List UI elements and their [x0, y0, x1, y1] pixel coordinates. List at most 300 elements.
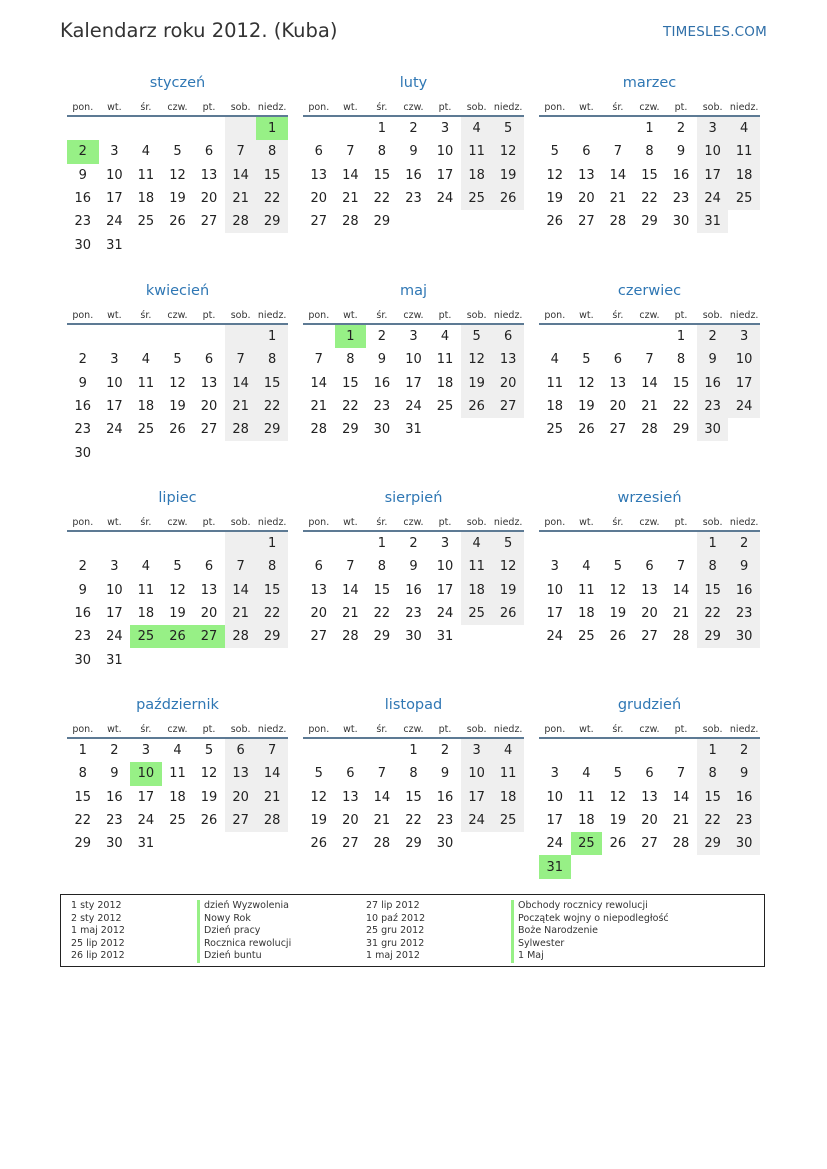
empty-day-cell [193, 648, 225, 671]
day-cell: 26 [200, 813, 218, 829]
day-cell: 2 [676, 121, 686, 137]
weekday-header: śr. [602, 716, 634, 738]
weekday-header: wt. [571, 302, 603, 324]
day-cell: 7 [676, 559, 686, 575]
day-cell: 15 [405, 789, 422, 805]
empty-day-cell [256, 233, 288, 256]
month-grid [303, 94, 524, 233]
day-cell: 5 [173, 559, 182, 575]
holiday-name: 1 Maj [511, 950, 669, 963]
weekday-header: czw. [398, 302, 430, 324]
day-cell: 15 [373, 167, 391, 183]
day-cell: 23 [373, 399, 391, 415]
day-cell: 22 [256, 602, 288, 625]
day-cell: 28 [342, 214, 359, 230]
empty-day-cell [303, 116, 335, 140]
month-grid [539, 94, 760, 233]
day-cell: 25 [546, 422, 564, 438]
empty-day-cell [335, 531, 367, 555]
empty-day-cell [256, 441, 288, 464]
day-cell: 2 [440, 743, 450, 759]
day-cell: 12 [169, 167, 186, 183]
day-cell: 1 [256, 531, 288, 555]
empty-day-cell [335, 116, 367, 140]
day-cell: 19 [578, 399, 595, 415]
weekday-header: pon. [303, 302, 335, 324]
day-cell: 6 [204, 559, 214, 575]
day-cell: 16 [697, 372, 729, 395]
day-cell: 1 [676, 329, 686, 345]
day-cell: 24 [461, 809, 493, 832]
day-cell: 19 [461, 372, 493, 395]
day-cell: 8 [697, 555, 729, 578]
month-grid [303, 509, 524, 648]
day-cell: 20 [641, 606, 658, 622]
day-cell: 1 [256, 324, 288, 348]
day-cell: 22 [373, 606, 391, 622]
day-cell: 1 [409, 743, 418, 759]
weekday-header: niedz. [492, 509, 524, 531]
weekday-header: sob. [461, 94, 493, 116]
day-cell: 22 [697, 809, 729, 832]
day-cell: 7 [613, 144, 623, 160]
day-cell: 16 [373, 375, 391, 391]
day-cell: 5 [204, 743, 214, 759]
day-cell: 15 [256, 579, 288, 602]
day-cell: 27 [641, 836, 658, 852]
weekday-header: śr. [130, 302, 162, 324]
day-cell: 23 [74, 422, 92, 438]
day-cell: 13 [310, 582, 328, 598]
day-cell: 4 [582, 559, 591, 575]
day-cell: 24 [106, 214, 123, 230]
day-cell: 5 [613, 766, 623, 782]
month-grid [67, 302, 288, 465]
weekday-header: sob. [697, 94, 729, 116]
day-cell: 25 [130, 625, 162, 648]
holiday-date: 10 paź 2012 [366, 912, 426, 924]
day-cell: 2 [728, 531, 760, 555]
month-grid [303, 302, 524, 441]
day-cell: 24 [546, 629, 564, 645]
day-cell: 17 [697, 164, 729, 187]
day-cell: 14 [225, 164, 257, 187]
day-cell: 31 [436, 629, 454, 645]
holiday-date: 2 sty 2012 [71, 912, 122, 924]
day-cell: 20 [200, 606, 218, 622]
empty-day-cell [335, 738, 367, 762]
day-cell: 4 [141, 144, 151, 160]
day-cell: 11 [728, 140, 760, 163]
day-cell: 20 [310, 606, 328, 622]
day-cell: 2 [409, 121, 418, 137]
empty-day-cell [634, 738, 666, 762]
day-cell: 15 [74, 789, 92, 805]
day-cell: 9 [728, 555, 760, 578]
weekday-header: sob. [697, 716, 729, 738]
empty-day-cell [162, 441, 194, 464]
day-cell: 3 [550, 766, 559, 782]
weekday-header: czw. [398, 509, 430, 531]
weekday-header: śr. [366, 302, 398, 324]
holiday-date: 25 gru 2012 [366, 925, 425, 936]
month-block [303, 487, 524, 648]
day-cell: 26 [492, 187, 524, 210]
day-cell: 10 [461, 762, 493, 785]
day-cell: 6 [346, 766, 355, 782]
day-cell: 11 [461, 555, 493, 578]
empty-day-cell [366, 738, 398, 762]
weekday-header: sob. [461, 716, 493, 738]
empty-day-cell [697, 855, 729, 878]
day-cell: 18 [578, 813, 595, 829]
empty-day-cell [225, 648, 257, 671]
month-grid [303, 716, 524, 855]
empty-day-cell [571, 738, 603, 762]
day-cell: 18 [492, 786, 524, 809]
site-brand-link[interactable]: TIMESLES.COM [663, 24, 767, 40]
month-block [67, 487, 288, 672]
month-block [303, 694, 524, 855]
day-cell: 9 [409, 559, 418, 575]
holiday-name: Obchody rocznicy rewolucji [511, 900, 669, 913]
weekday-header: śr. [366, 716, 398, 738]
day-cell: 18 [461, 579, 493, 602]
day-cell: 20 [200, 191, 218, 207]
day-cell: 9 [409, 144, 418, 160]
weekday-header: wt. [335, 302, 367, 324]
day-cell: 27 [225, 809, 257, 832]
day-cell: 29 [697, 832, 729, 855]
weekday-header: śr. [130, 716, 162, 738]
month-name: październik [136, 697, 219, 713]
day-cell: 8 [645, 144, 654, 160]
holidays-legend [60, 894, 765, 967]
empty-day-cell [398, 210, 430, 233]
day-cell: 31 [106, 237, 123, 253]
empty-day-cell [193, 441, 225, 464]
day-cell: 17 [137, 789, 155, 805]
day-cell: 31 [106, 652, 123, 668]
weekday-header: czw. [162, 94, 194, 116]
day-cell: 2 [728, 738, 760, 762]
day-cell: 10 [106, 167, 123, 183]
weekday-header: sob. [225, 509, 257, 531]
day-cell: 11 [578, 582, 595, 598]
weekday-header: czw. [162, 302, 194, 324]
empty-day-cell [665, 855, 697, 878]
empty-day-cell [539, 116, 571, 140]
empty-day-cell [303, 324, 335, 348]
day-cell: 13 [310, 167, 328, 183]
day-cell: 25 [137, 214, 155, 230]
empty-day-cell [67, 324, 99, 348]
empty-day-cell [634, 855, 666, 878]
day-cell: 9 [110, 766, 119, 782]
weekday-header: niedz. [256, 509, 288, 531]
empty-day-cell [539, 531, 571, 555]
day-cell: 25 [578, 629, 595, 645]
day-cell: 6 [582, 144, 591, 160]
empty-day-cell [256, 832, 288, 855]
day-cell: 18 [461, 164, 493, 187]
day-cell: 21 [672, 606, 690, 622]
day-cell: 8 [377, 559, 387, 575]
holiday-name: Boże Narodzenie [511, 925, 669, 938]
day-cell: 1 [697, 531, 729, 555]
empty-day-cell [602, 531, 634, 555]
weekday-header: pon. [539, 94, 571, 116]
day-cell: 28 [641, 422, 658, 438]
day-cell: 29 [256, 210, 288, 233]
day-cell: 27 [342, 836, 359, 852]
day-cell: 21 [310, 399, 328, 415]
day-cell: 29 [672, 422, 690, 438]
day-cell: 3 [550, 559, 559, 575]
weekday-header: pt. [193, 302, 225, 324]
weekday-header: pon. [539, 509, 571, 531]
day-cell: 30 [697, 418, 729, 441]
weekday-header: sob. [697, 509, 729, 531]
day-cell: 16 [728, 786, 760, 809]
day-cell: 22 [256, 187, 288, 210]
day-cell: 17 [546, 606, 564, 622]
empty-day-cell [99, 441, 131, 464]
day-cell: 15 [373, 582, 391, 598]
month-grid [539, 716, 760, 879]
day-cell: 5 [613, 559, 623, 575]
day-cell: 14 [342, 582, 359, 598]
day-cell: 27 [310, 629, 328, 645]
day-cell: 21 [342, 606, 359, 622]
day-cell: 18 [137, 399, 155, 415]
day-cell: 3 [409, 329, 418, 345]
holiday-name: dzień Wyzwolenia [197, 900, 291, 913]
weekday-header: wt. [571, 716, 603, 738]
day-cell: 18 [436, 375, 454, 391]
day-cell: 16 [405, 582, 422, 598]
holiday-name: Dzień pracy [197, 925, 291, 938]
day-cell: 27 [200, 214, 218, 230]
day-cell: 20 [310, 191, 328, 207]
day-cell: 19 [310, 813, 328, 829]
weekday-header: niedz. [492, 302, 524, 324]
weekday-header: pt. [665, 94, 697, 116]
day-cell: 11 [492, 762, 524, 785]
day-cell: 7 [346, 559, 355, 575]
day-cell: 19 [546, 191, 564, 207]
day-cell: 28 [225, 210, 257, 233]
day-cell: 6 [314, 144, 323, 160]
day-cell: 24 [137, 813, 155, 829]
day-cell: 3 [728, 324, 760, 348]
day-cell: 21 [672, 813, 690, 829]
empty-day-cell [193, 233, 225, 256]
weekday-header: sob. [697, 302, 729, 324]
day-cell: 15 [697, 786, 729, 809]
month-block [67, 72, 288, 257]
day-cell: 2 [78, 559, 87, 575]
empty-day-cell [162, 531, 194, 555]
day-cell: 20 [225, 786, 257, 809]
day-cell: 4 [582, 766, 591, 782]
empty-day-cell [728, 210, 760, 233]
weekday-header: śr. [366, 94, 398, 116]
day-cell: 27 [641, 629, 658, 645]
day-cell: 2 [697, 324, 729, 348]
day-cell: 11 [436, 352, 454, 368]
day-cell: 13 [200, 582, 218, 598]
day-cell: 19 [169, 606, 186, 622]
page-title: Kalendarz roku 2012. (Kuba) [60, 19, 338, 42]
day-cell: 15 [672, 375, 690, 391]
day-cell: 18 [137, 191, 155, 207]
holiday-name: Rocznica rewolucji [197, 938, 291, 951]
holiday-date: 1 maj 2012 [366, 950, 420, 961]
weekday-header: sob. [461, 302, 493, 324]
day-cell: 5 [492, 531, 524, 555]
empty-day-cell [665, 738, 697, 762]
day-cell: 25 [728, 187, 760, 210]
day-cell: 7 [676, 766, 686, 782]
day-cell: 12 [546, 167, 564, 183]
day-cell: 26 [169, 422, 186, 438]
day-cell: 4 [440, 329, 450, 345]
holiday-name: Początek wojny o niepodległość [511, 913, 669, 926]
day-cell: 25 [461, 602, 493, 625]
empty-day-cell [67, 531, 99, 555]
holiday-date: 1 maj 2012 [71, 925, 125, 936]
day-cell: 15 [256, 164, 288, 187]
month-name: lipiec [158, 490, 197, 506]
empty-day-cell [571, 116, 603, 140]
day-cell: 10 [106, 582, 123, 598]
day-cell: 21 [256, 786, 288, 809]
day-cell: 25 [461, 187, 493, 210]
day-cell: 29 [641, 214, 658, 230]
day-cell: 23 [106, 813, 123, 829]
day-cell: 20 [609, 399, 627, 415]
weekday-header: sob. [225, 716, 257, 738]
day-cell: 21 [641, 399, 658, 415]
day-cell: 24 [697, 187, 729, 210]
month-name: listopad [384, 697, 443, 713]
day-cell: 26 [578, 422, 595, 438]
empty-day-cell [193, 324, 225, 348]
day-cell: 14 [672, 789, 690, 805]
day-cell: 17 [436, 582, 454, 598]
day-cell: 3 [461, 738, 493, 762]
day-cell: 18 [137, 606, 155, 622]
weekday-header: pt. [429, 302, 461, 324]
month-block [303, 72, 524, 233]
day-cell: 26 [162, 625, 194, 648]
weekday-header: czw. [398, 716, 430, 738]
day-cell: 19 [169, 399, 186, 415]
weekday-header: pt. [193, 509, 225, 531]
day-cell: 5 [550, 144, 559, 160]
weekday-header: śr. [130, 94, 162, 116]
empty-day-cell [634, 324, 666, 348]
empty-day-cell [728, 855, 760, 878]
day-cell: 30 [106, 836, 123, 852]
day-cell: 30 [74, 237, 92, 253]
day-cell: 21 [225, 187, 257, 210]
weekday-header: wt. [99, 716, 131, 738]
day-cell: 17 [106, 606, 123, 622]
day-cell: 8 [256, 348, 288, 371]
holiday-date: 25 lip 2012 [71, 937, 125, 949]
day-cell: 10 [130, 762, 162, 785]
day-cell: 3 [440, 121, 450, 137]
empty-day-cell [193, 832, 225, 855]
day-cell: 15 [256, 372, 288, 395]
day-cell: 15 [697, 579, 729, 602]
month-block [539, 72, 760, 233]
day-cell: 6 [492, 324, 524, 348]
day-cell: 29 [256, 625, 288, 648]
empty-day-cell [162, 832, 194, 855]
weekday-header: niedz. [492, 716, 524, 738]
day-cell: 22 [672, 399, 690, 415]
day-cell: 7 [377, 766, 387, 782]
day-cell: 11 [137, 582, 155, 598]
day-cell: 25 [169, 813, 186, 829]
weekday-header: sob. [225, 302, 257, 324]
day-cell: 13 [641, 789, 658, 805]
day-cell: 29 [373, 214, 391, 230]
day-cell: 9 [697, 348, 729, 371]
day-cell: 6 [204, 352, 214, 368]
day-cell: 27 [609, 422, 627, 438]
day-cell: 23 [405, 606, 422, 622]
day-cell: 26 [546, 214, 564, 230]
weekday-header: śr. [602, 302, 634, 324]
day-cell: 4 [141, 352, 151, 368]
day-cell: 2 [67, 140, 99, 163]
day-cell: 25 [492, 809, 524, 832]
day-cell: 13 [609, 375, 627, 391]
empty-day-cell [162, 324, 194, 348]
day-cell: 16 [74, 606, 92, 622]
weekday-header: niedz. [256, 716, 288, 738]
day-cell: 30 [74, 652, 92, 668]
day-cell: 15 [342, 375, 359, 391]
day-cell: 1 [335, 324, 367, 348]
day-cell: 11 [461, 140, 493, 163]
day-cell: 22 [256, 395, 288, 418]
empty-day-cell [130, 531, 162, 555]
weekday-header: pt. [665, 302, 697, 324]
day-cell: 17 [405, 375, 422, 391]
day-cell: 22 [697, 602, 729, 625]
day-cell: 31 [137, 836, 155, 852]
day-cell: 13 [492, 348, 524, 371]
day-cell: 30 [672, 214, 690, 230]
day-cell: 12 [492, 555, 524, 578]
weekday-header: czw. [634, 302, 666, 324]
day-cell: 2 [409, 536, 418, 552]
day-cell: 1 [78, 743, 87, 759]
month-name: kwiecień [145, 283, 210, 299]
day-cell: 31 [405, 422, 422, 438]
weekday-header: wt. [571, 94, 603, 116]
day-cell: 4 [550, 352, 559, 368]
day-cell: 24 [436, 191, 454, 207]
day-cell: 6 [613, 352, 623, 368]
day-cell: 1 [645, 121, 654, 137]
day-cell: 5 [173, 352, 182, 368]
